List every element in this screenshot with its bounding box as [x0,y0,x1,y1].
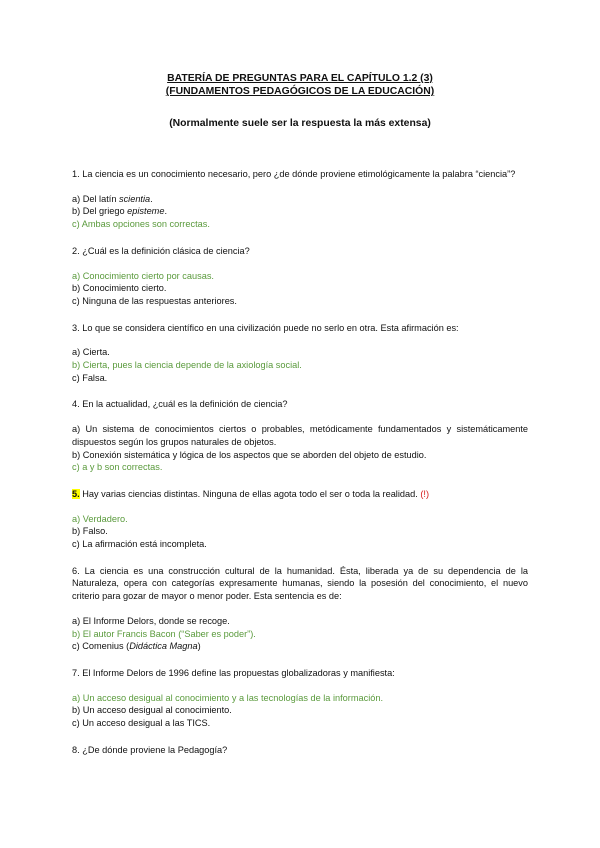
option-text: c) Comenius ( [72,641,130,652]
option-c: c) Falsa. [72,372,108,383]
option-b-correct: b) Cierta, pues la ciencia depende de la axiología social. [72,360,302,371]
question-body: Hay varias ciencias distintas. Ninguna de ellas agota todo el ser o toda la realidad. [79,488,421,499]
question-text: 4. En la actualidad, ¿cuál es la definición de ciencia? [72,399,288,410]
answer-options [72,692,528,730]
option-a [72,193,528,206]
attention-mark: (!) [420,488,429,499]
option-b: b) Falso. [72,526,108,537]
option-term: episteme [127,206,165,217]
option-a-correct: a) Conocimiento cierto por causas. [72,270,214,281]
option-b: b) Un acceso desigual al conocimiento. [72,705,232,716]
option-text-end: ) [197,641,201,652]
option-text: b) Del griego [72,206,128,217]
option-term: scientia [118,193,151,204]
option-a-correct: a) Un acceso desigual al conocimiento y a las tecnologías de la información. [72,692,384,703]
question-text: 3. Lo que se considera científico en una civilización puede no serlo en otra. Esta afirmación es: [72,322,459,333]
question-7 [72,667,528,730]
question-5 [72,488,528,551]
option-c: c) Ninguna de las respuestas anteriores. [72,295,237,306]
question-6 [72,565,528,653]
question-number-highlight: 5. [72,488,80,499]
question-text: 8. ¿De dónde proviene la Pedagogía? [72,744,228,755]
question-4 [72,398,528,474]
option-text: a) Del latín [72,193,119,204]
document-title-line1: BATERÍA DE PREGUNTAS PARA EL CAPÍTULO 1.2 (3) [167,73,433,84]
option-b-correct: b) El autor Francis Bacon (“Saber es poder”). [72,628,256,639]
option-text-end: . [150,193,153,204]
question-2 [72,245,528,308]
option-a: a) Cierta. [72,347,110,358]
option-b: b) Conexión sistemática y lógica de los aspectos que se aborden del objeto de estudio. [72,449,427,460]
question-8 [72,744,528,757]
document-subtitle: (Normalmente suele ser la respuesta la más extensa) [169,118,431,129]
answer-options [72,423,528,474]
option-b [72,205,528,218]
question-text [72,488,528,501]
option-c: c) La afirmación está incompleta. [72,539,207,550]
answer-options [72,513,528,551]
option-text-end: . [164,206,167,217]
option-b: b) Conocimiento cierto. [72,283,167,294]
option-a-correct: a) Verdadero. [72,513,128,524]
answer-options [72,270,528,308]
option-term: Didáctica Magna [129,641,198,652]
document-title-line2: (FUNDAMENTOS PEDAGÓGICOS DE LA EDUCACIÓN) [165,86,435,97]
option-c [72,640,528,653]
option-a: a) El Informe Delors, donde se recoge. [72,615,230,626]
option-c-correct: c) a y b son correctas. [72,462,163,473]
question-text: 2. ¿Cuál es la definición clásica de ciencia? [72,245,250,256]
option-c-correct: c) Ambas opciones son correctas. [72,219,210,230]
question-text: 1. La ciencia es un conocimiento necesario, pero ¿de dónde proviene etimológicamente la palabra “ciencia”? [72,169,516,179]
question-text: 7. El Informe Delors de 1996 define las propuestas globalizadoras y manifiesta: [72,667,395,678]
answer-options [72,615,528,653]
answer-options [72,193,528,231]
answer-options [72,346,528,384]
question-3 [72,322,528,385]
question-1 [72,168,528,231]
option-c: c) Un acceso desigual a las TICS. [72,718,211,729]
question-text: 6. La ciencia es una construcción cultural de la humanidad. Ésta, liberada ya de su dependencia de la Naturaleza, opera con categorías expresamente humanas, siendo la posesión del conocimiento, el nuevo criterio para gozar de mayor o menor poder. Esta sentencia es de: [72,565,528,602]
option-a: a) Un sistema de conocimientos ciertos o probables, metódicamente fundamentados y sistemáticamente dispuestos según los grupos naturales de objetos. [72,424,528,447]
